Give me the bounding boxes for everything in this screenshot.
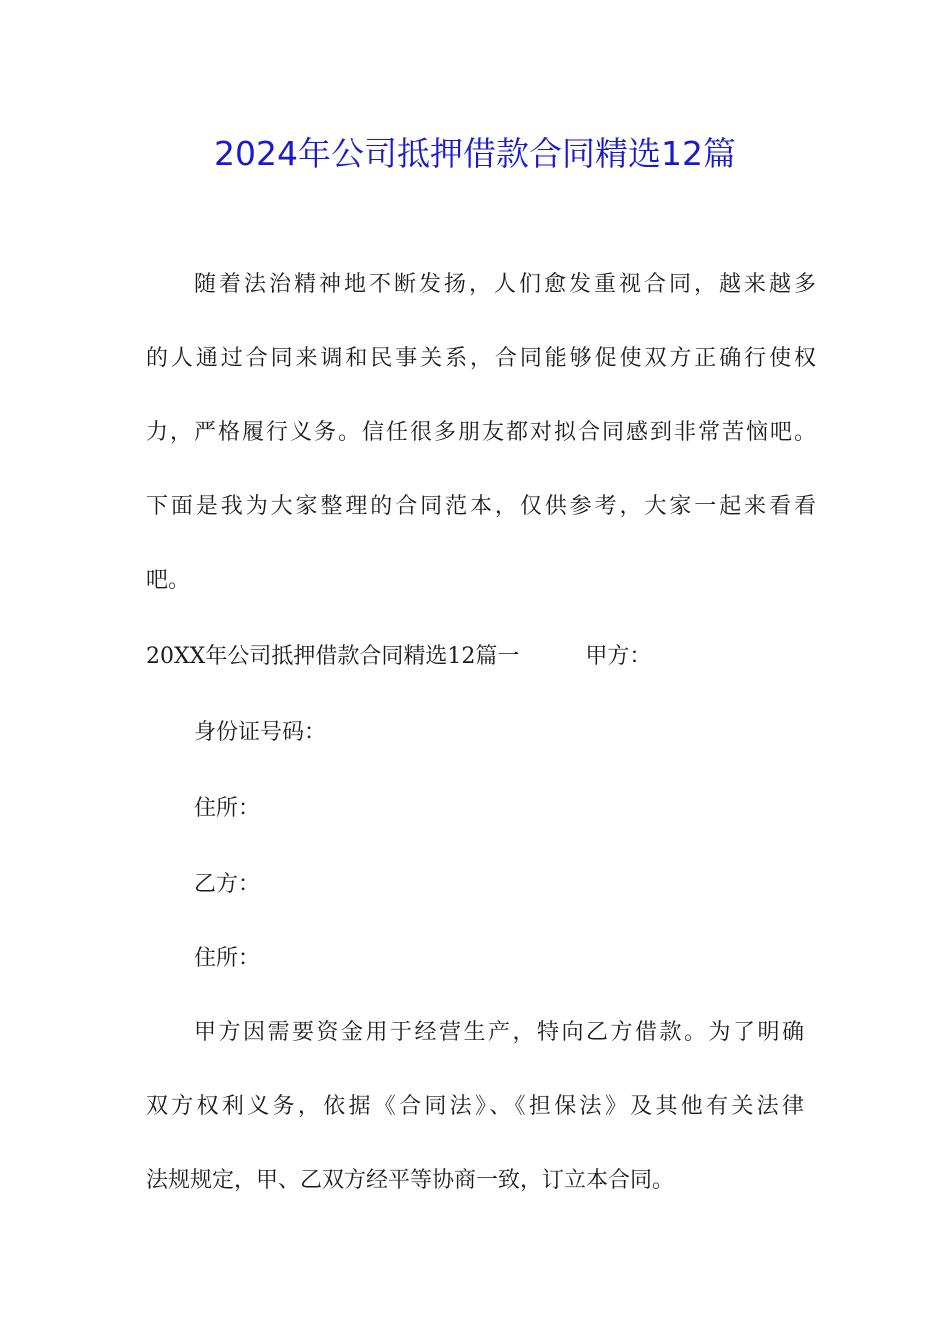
party-b-field: 乙方： bbox=[194, 872, 261, 897]
intro-line-2: 的人通过合同来调和民事关系，合同能够促使双方正确行使权 bbox=[146, 346, 816, 371]
page-title: 2024年公司抵押借款合同精选12篇 bbox=[214, 134, 736, 173]
intro-line-3: 力，严格履行义务。信任很多朋友都对拟合同感到非常苦恼吧。 bbox=[146, 420, 816, 445]
party-b-address-field: 住所： bbox=[194, 946, 261, 971]
intro-line-5: 吧。 bbox=[146, 568, 191, 593]
body-line-1: 甲方因需要资金用于经营生产，特向乙方借款。为了明确 bbox=[194, 1020, 804, 1045]
intro-line-1: 随着法治精神地不断发扬，人们愈发重视合同，越来越多 bbox=[194, 272, 816, 297]
id-number-field: 身份证号码： bbox=[194, 720, 327, 745]
body-line-2: 双方权利义务，依据《合同法》、《担保法》及其他有关法律 bbox=[146, 1094, 804, 1119]
section-heading: 20XX年公司抵押借款合同精选12篇一 甲方： bbox=[146, 644, 652, 669]
party-a-address-field: 住所： bbox=[194, 796, 261, 821]
body-line-3: 法规规定，甲、乙双方经平等协商一致，订立本合同。 bbox=[146, 1168, 675, 1193]
intro-line-4: 下面是我为大家整理的合同范本，仅供参考，大家一起来看看 bbox=[146, 494, 816, 519]
